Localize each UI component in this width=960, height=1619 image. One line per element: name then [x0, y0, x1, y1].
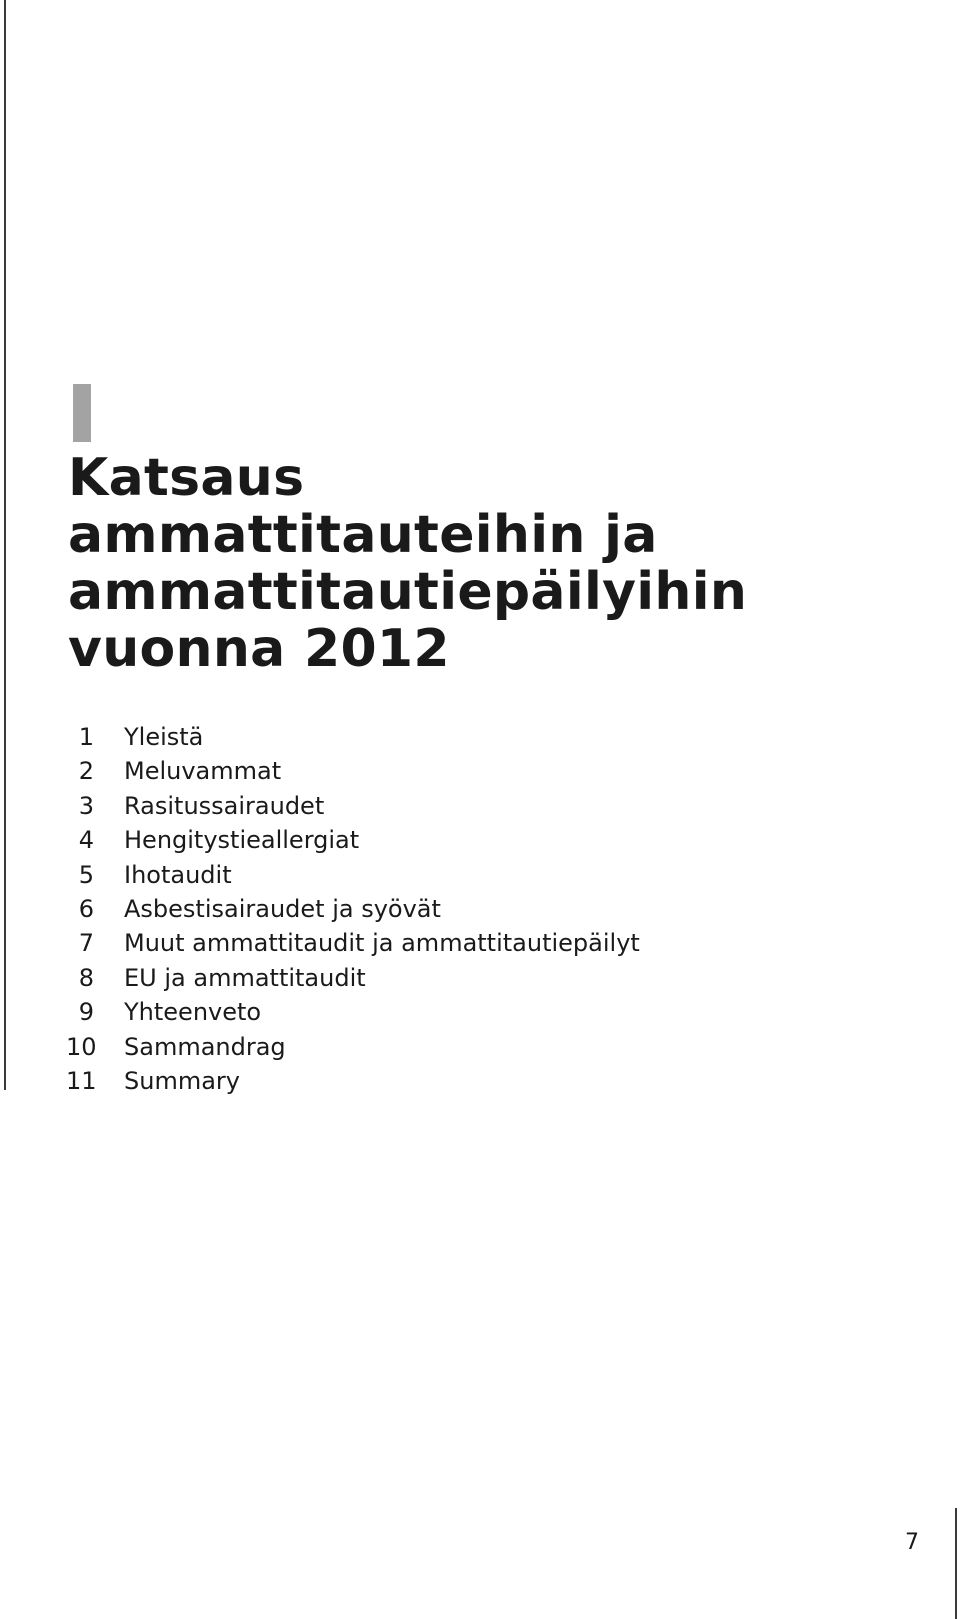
- toc-item-label: Summary: [124, 1066, 240, 1095]
- toc-item: [66, 823, 640, 857]
- toc-item: [66, 1064, 640, 1098]
- toc-item-label: Muut ammattitaudit ja ammattitautiepäilyt: [124, 929, 640, 958]
- toc-item: [66, 961, 640, 995]
- table-of-contents: [66, 720, 640, 1098]
- toc-item-label: Yleistä: [124, 723, 204, 751]
- toc-item: [66, 754, 640, 788]
- toc-item-label: Ihotaudit: [124, 860, 232, 889]
- title-line: ammattitautiepäilyihin: [68, 562, 748, 622]
- toc-item: [66, 995, 640, 1029]
- toc-item: [66, 1030, 640, 1064]
- toc-item-number: 6: [78, 894, 94, 923]
- section-marker-bar: [73, 384, 91, 442]
- toc-item-number: 4: [78, 826, 94, 855]
- left-margin-rule: [4, 0, 6, 1090]
- toc-item-label: Sammandrag: [124, 1032, 286, 1061]
- toc-item-label: Meluvammat: [124, 757, 282, 786]
- toc-item-label: EU ja ammattitaudit: [124, 963, 366, 992]
- toc-item: [66, 720, 640, 754]
- page-title: [68, 450, 928, 678]
- toc-item-number: 1: [78, 723, 94, 751]
- title-line: vuonna 2012: [68, 619, 450, 679]
- toc-item-label: Rasitussairaudet: [124, 791, 325, 820]
- right-margin-rule: [955, 1508, 957, 1619]
- toc-item-number: 7: [78, 929, 94, 958]
- toc-item-number: 8: [78, 963, 94, 992]
- toc-item-number: 5: [78, 860, 94, 889]
- toc-item-number: 9: [78, 998, 94, 1027]
- toc-item-number: 11: [66, 1066, 97, 1095]
- toc-item: [66, 789, 640, 823]
- toc-item-label: Asbestisairaudet ja syövät: [124, 894, 441, 923]
- toc-item-number: 2: [78, 757, 94, 786]
- title-line: ammattitauteihin ja: [68, 505, 658, 565]
- title-line: Katsaus: [68, 448, 305, 508]
- page-number: 7: [905, 1530, 919, 1555]
- toc-item-number: 10: [66, 1032, 97, 1061]
- toc-item-number: 3: [78, 791, 94, 820]
- toc-item: [66, 892, 640, 926]
- toc-item-label: Hengitystieallergiat: [124, 826, 360, 855]
- toc-item: [66, 858, 640, 892]
- toc-item: [66, 926, 640, 960]
- toc-item-label: Yhteenveto: [124, 998, 262, 1027]
